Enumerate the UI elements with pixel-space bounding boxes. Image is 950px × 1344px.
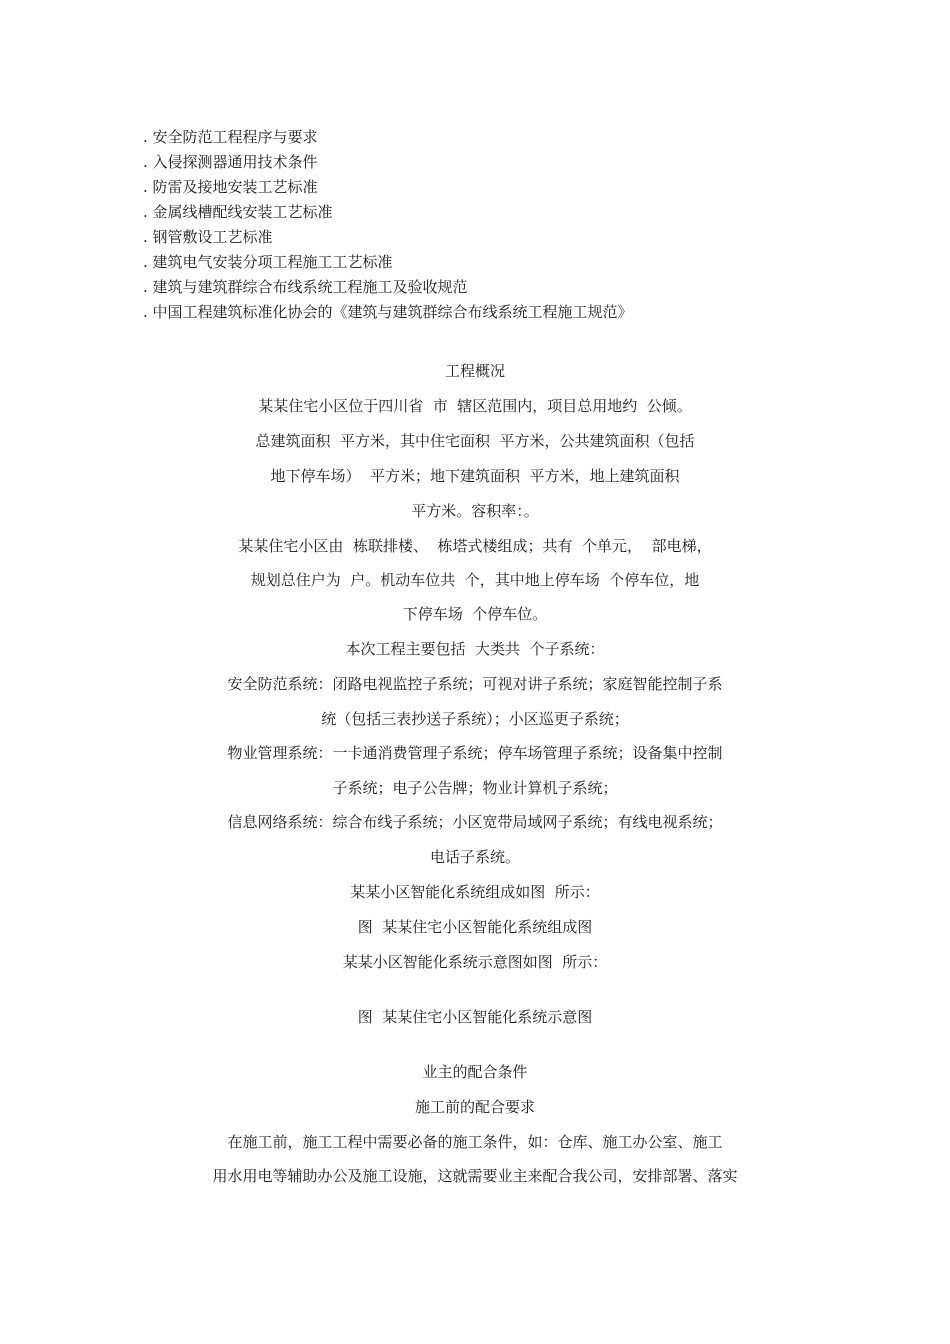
paragraph-line: 物业管理系统：一卡通消费管理子系统；停车场管理子系统；设备集中控制: [227, 744, 723, 762]
reference-item: . 钢管敷设工艺标准: [143, 228, 273, 246]
figure-caption: 图 某某住宅小区智能化系统示意图: [357, 1008, 593, 1026]
paragraph-line: 地下停车场） 平方米；地下建筑面积 平方米，地上建筑面积: [270, 467, 680, 485]
paragraph-line: 某某小区智能化系统示意图如图 所示：: [342, 953, 608, 971]
paragraph-line: 某某小区智能化系统组成如图 所示：: [350, 883, 600, 901]
reference-item: . 防雷及接地安装工艺标准: [143, 178, 318, 196]
reference-item: . 建筑电气安装分项工程施工工艺标准: [143, 253, 393, 271]
reference-item: . 入侵探测器通用技术条件: [143, 153, 318, 171]
paragraph-line: 总建筑面积 平方米，其中住宅面积 平方米，公共建筑面积（包括: [255, 432, 695, 450]
paragraph-line: 在施工前，施工工程中需要必备的施工条件，如：仓库、施工办公室、施工: [227, 1133, 723, 1151]
paragraph-line: 本次工程主要包括 大类共 个子系统：: [345, 640, 605, 658]
reference-item: . 中国工程建筑标准化协会的《建筑与建筑群综合布线系统工程施工规范》: [143, 303, 633, 321]
paragraph-line: 下停车场 个停车位。: [402, 605, 548, 623]
paragraph-line: 子系统；电子公告牌；物业计算机子系统；: [332, 779, 618, 797]
paragraph-line: 用水用电等辅助办公及施工设施，这就需要业主来配合我公司，安排部署、落实: [212, 1167, 738, 1185]
figure-caption: 图 某某住宅小区智能化系统组成图: [357, 918, 593, 936]
section-heading: 工程概况: [444, 362, 505, 380]
paragraph-line: 规划总住户为 户。机动车位共 个，其中地上停车场 个停车位，地: [250, 571, 700, 589]
paragraph-line: 电话子系统。: [429, 848, 520, 866]
paragraph-line: 某某住宅小区位于四川省 市 辖区范围内，项目总用地约 公倾。: [258, 397, 692, 415]
paragraph-line: 安全防范系统：闭路电视监控子系统；可视对讲子系统；家庭智能控制子系: [227, 675, 723, 693]
paragraph-line: 某某住宅小区由 栋联排楼、 栋塔式楼组成；共有 个单元， 部电梯，: [238, 537, 712, 555]
reference-item: . 建筑与建筑群综合布线系统工程施工及验收规范: [143, 278, 468, 296]
reference-item: . 安全防范工程程序与要求: [143, 128, 318, 146]
paragraph-line: 统（包括三表抄送子系统）；小区巡更子系统；: [321, 710, 629, 728]
paragraph-line: 平方米。容积率：。: [411, 502, 539, 520]
section-subheading: 施工前的配合要求: [414, 1098, 535, 1116]
paragraph-line: 信息网络系统：综合布线子系统；小区宽带局域网子系统；有线电视系统；: [227, 813, 723, 831]
section-heading: 业主的配合条件: [422, 1063, 528, 1081]
reference-item: . 金属线槽配线安装工艺标准: [143, 203, 333, 221]
